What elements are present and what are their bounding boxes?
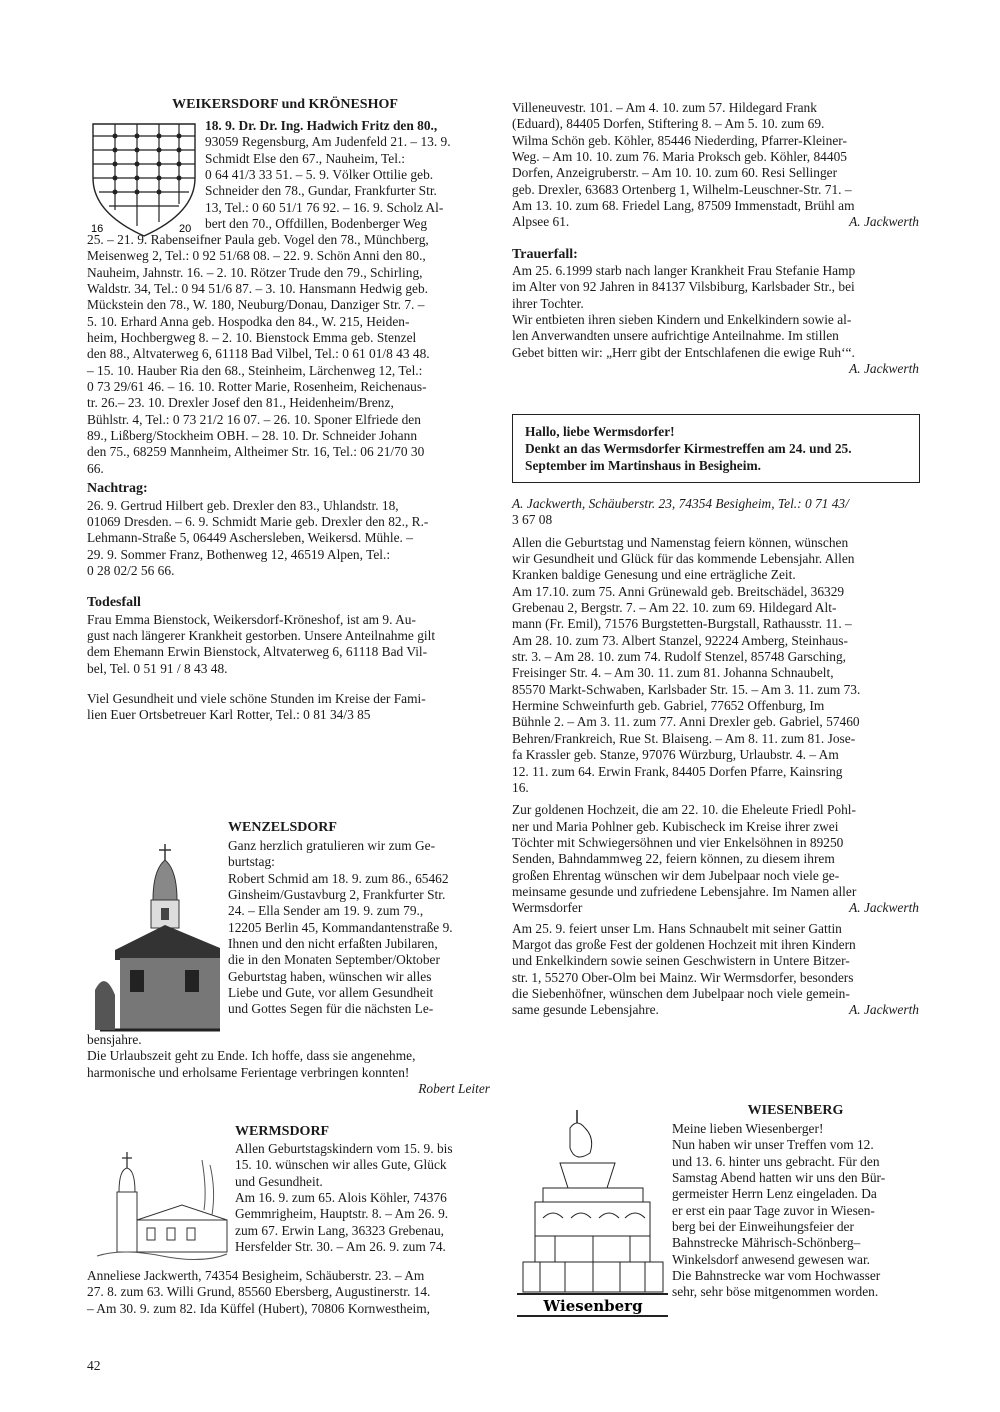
text-line: geb. Drexler, 63683 Ortenberg 1, Wilhelm-Leuschner-Str. 71. – <box>512 181 852 197</box>
contact-line: 3 67 08 <box>512 512 553 528</box>
text-line: gust nach längerer Krankheit gestorben. Unsere Anteilnahme gilt <box>87 627 436 643</box>
text-line: Die Urlaubszeit geht zu Ende. Ich hoffe, dass sie angenehme, <box>87 1048 416 1064</box>
text-line: 0 28 02/2 56 66. <box>87 562 175 578</box>
text-line: Villeneuvestr. 101. – Am 4. 10. zum 57. Hildegard Frank <box>512 100 817 115</box>
text-line: (Eduard), 84405 Dorfen, Stiftering 8. – Am 5. 10. zum 69. <box>512 116 825 132</box>
text-line: 85570 Markt-Schwaben, Karlsbader Str. 15. – Am 3. 11. zum 73. <box>512 681 861 697</box>
text-line: September im Martinshaus in Besigheim. <box>525 458 761 473</box>
text-line: Margot das große Fest der goldenen Hochzeit mit ihren Kindern <box>512 936 856 952</box>
text-line: Meine lieben Wiesenberger! <box>672 1121 824 1136</box>
text-line: großen Ehrentag wünschen wir dem Jubelpaar noch viele ge- <box>512 867 840 883</box>
text-line: Geburtstag haben, wünschen wir alles <box>228 968 432 984</box>
signature: A. Jackwerth <box>849 900 919 916</box>
text-line: bel, Tel. 0 51 91 / 8 43 48. <box>87 660 228 676</box>
text-line: fa Krassler geb. Stanze, 97076 Würzburg, Urlaubstr. 4. – Am <box>512 747 839 763</box>
text-line: Wilma Schön geb. Köhler, 85446 Niederding, Pfarrer-Kleiner- <box>512 132 847 148</box>
kirmes-notice-box <box>512 414 920 483</box>
contact-line: A. Jackwerth, Schäuberstr. 23, 74354 Besigheim, Tel.: 0 71 43/ <box>512 496 849 511</box>
text-line: 26. 9. Gertrud Hilbert geb. Drexler den 83., Uhlandstr. 18, <box>87 497 399 513</box>
right-column-text-lower <box>512 496 919 1019</box>
text-line: Hallo, liebe Wermsdorfer! <box>525 424 675 439</box>
text-line: Mückstein den 78., W. 180, Neuburg/Donau, Danziger Str. 7. – <box>87 297 425 313</box>
text-line: 01069 Dresden. – 6. 9. Schmidt Marie geb. Drexler den 82., R.- <box>87 513 429 529</box>
wermsdorf-narrow-text <box>235 1141 490 1255</box>
text-line <box>512 900 919 916</box>
crest-year-left: 16 <box>91 223 104 235</box>
text-line: 93059 Regensburg, Am Judenfeld 21. – 13. 9. <box>205 134 451 150</box>
wenzelsdorf-full-text <box>87 1032 490 1097</box>
wiesenberg-text <box>672 1121 919 1301</box>
text-line: 12205 Berlin 45, Kommandantenstraße 9. <box>228 919 453 935</box>
text-line: heim, Hochbergweg 8. – 2. 10. Bienstock Emma geb. Stenzel <box>87 330 417 346</box>
text-line: Ginsheim/Gustavburg 2, Frankfurter Str. <box>228 887 446 903</box>
text-line: 25. – 21. 9. Rabenseifner Paula geb. Vogel den 78., Münchberg, <box>87 232 429 247</box>
text-line: 18. 9. Dr. Dr. Ing. Hadwich Fritz den 80., <box>205 118 438 133</box>
text-line: 0 73 29/61 46. – 16. 10. Rotter Marie, Rosenheim, Reichenaus- <box>87 379 427 395</box>
text-line: bert den 70., Offdillen, Bodenberger Weg <box>205 216 428 232</box>
text-line: Kranken baldige Genesung und eine erträgliche Zeit. <box>512 567 796 583</box>
text-line: Hermine Schweinfurth geb. Gabriel, 77652 Offenburg, Im <box>512 698 825 714</box>
text-line: Ihnen und den nicht erfaßten Jubilaren, <box>228 936 438 952</box>
text-line: Denkt an das Wermsdorfer Kirmestreffen am 24. und 25. <box>525 441 852 456</box>
text-line: Robert Schmid am 18. 9. zum 86., 65462 <box>228 870 449 886</box>
text-line: Allen Geburtstagskindern vom 15. 9. bis <box>235 1141 453 1156</box>
wermsdorf-full-text <box>87 1268 490 1317</box>
text-line: 5. 10. Erhard Anna geb. Hospodka den 84., W. 215, Heiden- <box>87 313 410 329</box>
text-line: Wir entbieten ihren sieben Kindern und Enkelkindern sowie al- <box>512 312 852 328</box>
text-line: Behren/Frankreich, Rue St. Blaiseng. – Am 8. 11. zum 81. Jose- <box>512 730 856 746</box>
text-line: 89., Lißberg/Stockheim OBH. – 28. 10. Dr. Schneider Johann <box>87 428 418 444</box>
text-line: Bühnle 2. – Am 3. 11. zum 77. Anni Drexler geb. Gabriel, 57460 <box>512 714 860 730</box>
text-line: Samstag Abend hatten wir uns den Bür- <box>672 1170 886 1186</box>
text-line: und Gesundheit. <box>235 1173 323 1189</box>
wiesenberg-image-label: Wiesenberg <box>543 1297 643 1315</box>
text-line <box>512 214 919 230</box>
text-line: bensjahre. <box>87 1032 142 1047</box>
text-line: zum 67. Erwin Lang, 36323 Grebenau, <box>235 1222 444 1238</box>
signature: A. Jackwerth <box>849 214 919 230</box>
text-line: sehr, sehr böse mitgenommen worden. <box>672 1284 879 1300</box>
text-line: und Enkelkindern sowie seinen Geschwistern in Untere Bitzer- <box>512 953 850 969</box>
text-line: Die Bahnstrecke war vom Hochwasser <box>672 1268 881 1284</box>
weikersdorf-full-text <box>87 232 490 724</box>
text-line: 13, Tel.: 0 60 51/1 76 92. – 16. 9. Scholz Al- <box>205 199 444 215</box>
text-line: Frau Emma Bienstock, Weikersdorf-Kröneshof, ist am 9. Au- <box>87 611 416 627</box>
text-line: 66. <box>87 460 104 476</box>
text-line: Töchter mit Schwiegersöhnen und vier Enkelsöhnen in 89250 <box>512 834 844 850</box>
text-line: Waldstr. 34, Tel.: 0 94 51/6 87. – 3. 10. Hansmann Hedwig geb. <box>87 281 429 297</box>
text-line: Bahnstrecke Mährisch-Schönberg– <box>672 1235 861 1251</box>
text-line: str. 3. – Am 28. 10. zum 74. Rudolf Stenzel, 85748 Garsching, <box>512 649 846 665</box>
text-line: 16. <box>512 779 529 795</box>
text-line: Freisinger Str. 4. – Am 30. 11. zum 81. Johanna Schnaubelt, <box>512 665 834 681</box>
signature: A. Jackwerth <box>849 361 919 377</box>
text-line: Grebenau 2, Bergstr. 7. – Am 22. 10. zum 69. Hildegard Alt- <box>512 600 837 616</box>
text-line: burtstag: <box>228 854 275 870</box>
text-line: Senden, Bahndammweg 22, feiern können, zu diesem ihrem <box>512 851 835 867</box>
text-fragment: Wermsdorfer <box>512 900 583 916</box>
text-line: Hersfelder Str. 30. – Am 26. 9. zum 74. <box>235 1239 446 1255</box>
text-line: Gemmrigheim, Hauptstr. 8. – Am 26. 9. <box>235 1206 449 1222</box>
text-line: und Gottes Segen für die nächsten Le- <box>228 1001 434 1017</box>
text-line: – Am 30. 9. zum 82. Ida Küffel (Hubert), 70806 Kornwestheim, <box>87 1300 431 1316</box>
text-line: Nauheim, Jahnstr. 16. – 2. 10. Rötzer Trude den 79., Schirling, <box>87 264 423 280</box>
text-line: Zur goldenen Hochzeit, die am 22. 10. die Eheleute Friedl Pohl- <box>512 802 856 818</box>
text-line: im Alter von 92 Jahren in 84137 Vilsbiburg, Karlsbader Str., bei <box>512 279 855 295</box>
wenzelsdorf-church-image <box>95 830 225 1035</box>
text-line: Viel Gesundheit und viele schöne Stunden im Kreise der Fami- <box>87 690 426 706</box>
weikersdorf-title: WEIKERSDORF und KRÖNESHOF <box>172 97 398 112</box>
text-line: – 15. 10. Hauber Ria den 68., Steinheim, Lärchenweg 12, Tel.: <box>87 362 423 378</box>
text-line: lien Euer Ortsbetreuer Karl Rotter, Tel.: 0 81 34/3 85 <box>87 707 371 723</box>
crest-year-right: 20 <box>179 223 192 235</box>
text-line: 0 64 41/3 33 51. – 5. 9. Völker Ottilie geb. <box>205 167 434 183</box>
text-line: Am 13. 10. zum 68. Friedel Lang, 87509 Immenstadt, Brühl am <box>512 198 855 214</box>
signature: A. Jackwerth <box>849 1002 919 1018</box>
wermsdorf-title: WERMSDORF <box>235 1124 330 1139</box>
text-line: er erst ein paar Tage zuvor in Wiesen- <box>672 1202 875 1218</box>
trauerfall-heading: Trauerfall: <box>512 246 578 262</box>
text-line: meinsame gesunde und zufriedene Lebensjahre. Im Namen aller <box>512 883 857 899</box>
text-line: harmonische und erholsame Ferientage verbringen konnten! <box>87 1064 410 1080</box>
text-line: 29. 9. Sommer Franz, Bothenweg 12, 46519 Alpen, Tel.: <box>87 546 391 562</box>
wenzelsdorf-title: WENZELSDORF <box>228 820 337 835</box>
text-line: berg bei der Einweihungsfeier der <box>672 1219 854 1235</box>
text-line: Liebe und Gute, vor allem Gesundheit <box>228 985 434 1001</box>
text-line: Schneider den 78., Gundar, Frankfurter Str. <box>205 183 437 199</box>
text-line: Schmidt Else den 67., Nauheim, Tel.: <box>205 150 406 166</box>
text-line: Ganz herzlich gratulieren wir zum Ge- <box>228 838 436 853</box>
text-line: Weg. – Am 10. 10. zum 76. Maria Proksch geb. Köhler, 84405 <box>512 149 847 165</box>
text-line: die in den Monaten September/Oktober <box>228 952 440 968</box>
text-line: 12. 11. zum 64. Erwin Frank, 84405 Dorfen Pfarre, Kainsring <box>512 763 843 779</box>
text-line: Meisenweg 2, Tel.: 0 92 51/68 08. – 22. 9. Schön Anni den 80., <box>87 248 426 264</box>
text-line: ner und Maria Pohlner geb. Kubischeck im Kreise ihrer zwei <box>512 818 839 834</box>
text-line: len Anverwandten unsere aufrichtige Anteilnahme. Im stillen <box>512 328 839 344</box>
text-line: Am 25. 9. feiert unser Lm. Hans Schnaubelt mit seiner Gattin <box>512 920 842 936</box>
text-line: Dorfen, Anzeigruberstr. – Am 10. 10. zum 60. Resi Sellinger <box>512 165 838 181</box>
wenzelsdorf-narrow-text <box>228 838 490 1018</box>
todesfall-heading: Todesfall <box>87 595 141 611</box>
text-line: 24. – Ella Sender am 19. 9. zum 79., <box>228 903 424 919</box>
text-fragment: same gesunde Lebensjahre. <box>512 1002 659 1018</box>
text-line: Am 17.10. zum 75. Anni Grünewald geb. Breitschädel, 36329 <box>512 583 845 599</box>
text-line: wir Gesundheit und Glück für das kommende Lebensjahr. Allen <box>512 551 855 567</box>
text-line: und 13. 6. hinter uns gebracht. Für den <box>672 1153 880 1169</box>
text-line: Am 16. 9. zum 65. Alois Köhler, 74376 <box>235 1190 447 1206</box>
text-line: den 88., Altvaterweg 6, 61118 Bad Vilbel, Tel.: 0 61 01/8 43 48. <box>87 346 430 362</box>
text-line: die Siebenhöfner, wünschen dem Jubelpaar noch viele gemein- <box>512 985 850 1001</box>
text-line: Winkelsdorf anwesend gewesen war. <box>672 1251 871 1267</box>
right-column-text <box>512 100 919 378</box>
weikersdorf-narrow-text <box>205 118 490 232</box>
text-line: Allen die Geburtstag und Namenstag feiern können, wünschen <box>512 534 849 550</box>
text-line: dem Ehemann Erwin Bienstock, Altvaterweg 6, 61118 Bad Vil- <box>87 644 428 660</box>
text-line: Nun haben wir unser Treffen vom 12. <box>672 1137 874 1153</box>
text-line: ihrer Tochter. <box>512 295 584 311</box>
wiesenberg-fountain-image <box>515 1108 670 1320</box>
text-line: Gebet bitten wir: „Herr gibt der Entschlafenen die ewige Ruh‘“. <box>512 344 855 360</box>
text-line: Am 25. 6.1999 starb nach langer Krankheit Frau Stefanie Hamp <box>512 263 856 279</box>
weikersdorf-crest-image <box>85 118 203 238</box>
wenzelsdorf-signature: Robert Leiter <box>418 1081 490 1097</box>
text-line: germeister Herrn Lenz eingeladen. Da <box>672 1186 877 1202</box>
text-line: 15. 10. wünschen wir alles Gute, Glück <box>235 1157 447 1173</box>
text-line: mann (Fr. Emil), 71576 Burgstetten-Burgstall, Rathausstr. 11. – <box>512 616 852 632</box>
text-line: tr. 26.– 23. 10. Drexler Josef den 81., Heidenheim/Brenz, <box>87 395 394 411</box>
text-line: 27. 8. zum 63. Willi Grund, 85560 Ebersberg, Augustinerstr. 14. <box>87 1284 431 1300</box>
wiesenberg-title: WIESENBERG <box>747 1103 844 1118</box>
page-number: 42 <box>87 1358 101 1373</box>
text-line <box>512 1002 919 1018</box>
wermsdorf-church-image <box>92 1140 232 1268</box>
text-line: Bühlstr. 4, Tel.: 0 73 21/2 16 07. – 26. 10. Sponer Elfriede den <box>87 411 421 427</box>
nachtrag-heading: Nachtrag: <box>87 481 148 497</box>
text-line: Anneliese Jackwerth, 74354 Besigheim, Schäuberstr. 23. – Am <box>87 1268 425 1283</box>
text-line: Am 28. 10. zum 73. Albert Stanzel, 92224 Amberg, Steinhaus- <box>512 632 848 648</box>
text-fragment: Alpsee 61. <box>512 214 570 230</box>
text-line: str. 1, 55270 Ober-Olm bei Mainz. Wir Wermsdorfer, besonders <box>512 969 854 985</box>
text-line: den 75., 68259 Mannheim, Altheimer Str. 16, Tel.: 06 21/70 30 <box>87 444 425 460</box>
text-line: Lehmann-Straße 5, 06449 Aschersleben, Weikersd. Mühle. – <box>87 530 413 546</box>
